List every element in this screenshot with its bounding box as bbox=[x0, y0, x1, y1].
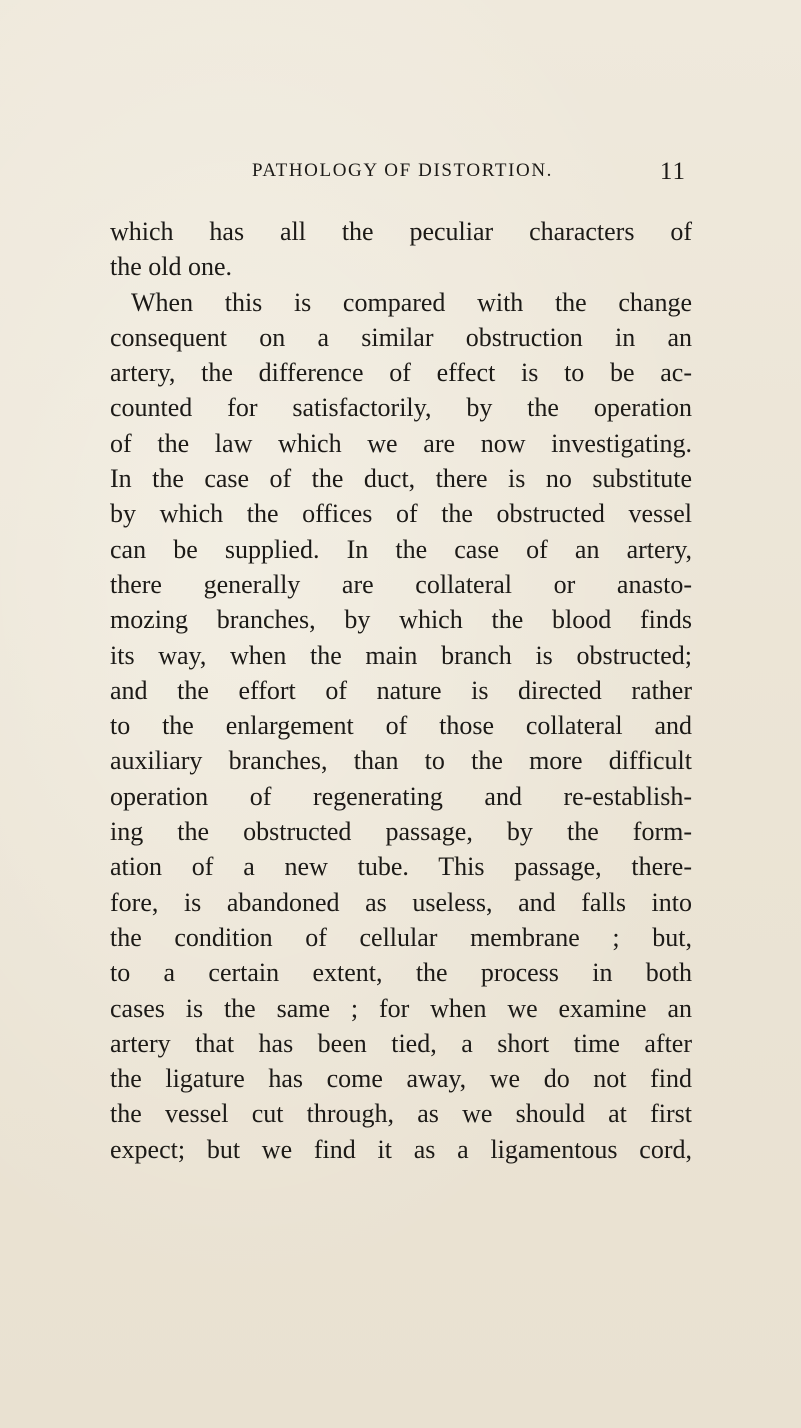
text-line: its way, when the main branch is obstructed; bbox=[110, 640, 692, 670]
text-line: there generally are collateral or anasto- bbox=[110, 569, 692, 599]
body-text bbox=[110, 214, 692, 1167]
text-line: In the case of the duct, there is no substitute bbox=[110, 464, 692, 494]
text-line: the condition of cellular membrane ; but, bbox=[110, 922, 692, 952]
text-line: the old one. bbox=[110, 252, 233, 282]
text-line: which has all the peculiar characters of bbox=[110, 217, 692, 246]
text-line: to a certain extent, the process in both bbox=[110, 958, 692, 988]
text-line: fore, is abandoned as useless, and falls into bbox=[110, 887, 692, 917]
running-head bbox=[0, 160, 801, 190]
text-line: and the effort of nature is directed rather bbox=[110, 675, 692, 705]
text-line: ing the obstructed passage, by the form- bbox=[110, 817, 692, 847]
text-line: can be supplied. In the case of an artery, bbox=[110, 534, 692, 564]
text-line: artery that has been tied, a short time after bbox=[110, 1028, 692, 1058]
text-line: mozing branches, by which the blood finds bbox=[110, 605, 692, 635]
text-line: When this is compared with the change bbox=[131, 287, 692, 317]
text-line: operation of regenerating and re-establish- bbox=[110, 781, 692, 811]
text-line: to the enlargement of those collateral and bbox=[110, 711, 692, 741]
text-line: the ligature has come away, we do not find bbox=[110, 1064, 692, 1094]
page-number: 11 bbox=[659, 158, 686, 185]
running-title: PATHOLOGY OF DISTORTION. bbox=[252, 160, 553, 181]
text-line: auxiliary branches, than to the more difficult bbox=[110, 746, 692, 776]
text-line: artery, the difference of effect is to be ac- bbox=[110, 358, 692, 388]
text-line: ation of a new tube. This passage, there- bbox=[110, 852, 692, 882]
text-line: expect; but we find it as a ligamentous cord, bbox=[110, 1134, 692, 1164]
text-line: by which the offices of the obstructed vessel bbox=[110, 499, 692, 529]
text-line: counted for satisfactorily, by the operation bbox=[110, 393, 692, 423]
text-line: of the law which we are now investigating. bbox=[110, 428, 692, 458]
text-line: cases is the same ; for when we examine an bbox=[110, 993, 692, 1023]
text-line: consequent on a similar obstruction in an bbox=[110, 322, 692, 352]
text-line: the vessel cut through, as we should at first bbox=[110, 1099, 692, 1129]
